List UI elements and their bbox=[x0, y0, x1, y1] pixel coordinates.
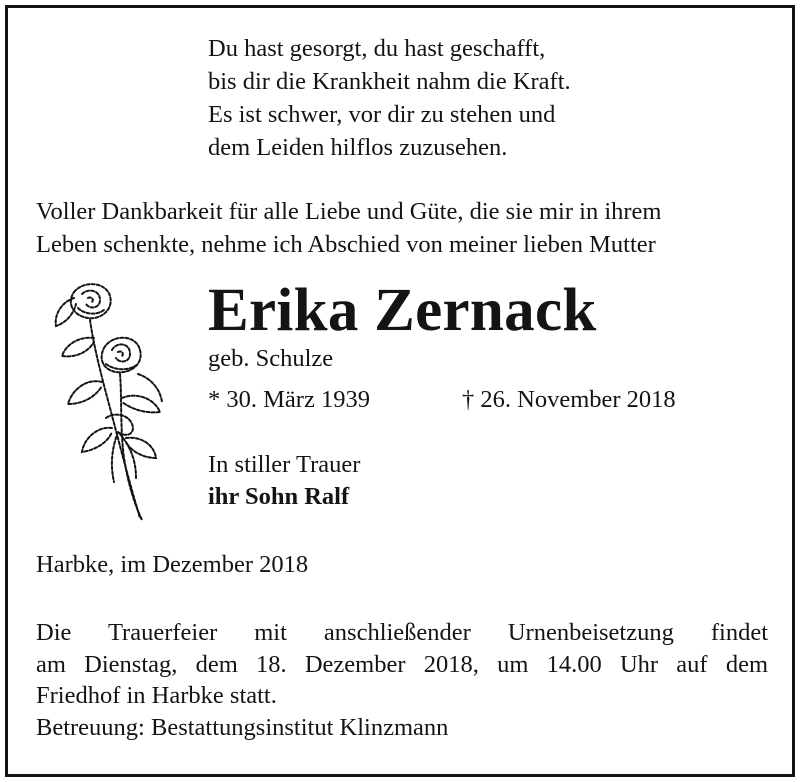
poem-line: Du hast gesorgt, du hast geschafft, bbox=[208, 35, 546, 62]
intro-line: Leben schenkte, nehme ich Abschied von meiner lieben Mutter bbox=[36, 231, 656, 258]
intro-line: Voller Dankbarkeit für alle Liebe und Güte, die sie mir in ihrem bbox=[36, 198, 662, 225]
memorial-poem bbox=[208, 32, 571, 164]
birth-name: geb. Schulze bbox=[208, 345, 334, 372]
poem-line: Es ist schwer, vor dir zu stehen und bbox=[208, 101, 556, 128]
intro-text bbox=[36, 195, 661, 261]
roses-icon bbox=[44, 278, 174, 526]
mourning-line: In stiller Trauer bbox=[208, 451, 361, 478]
ceremony-line: Die Trauerfeier mit anschließender Urnenbeisetzung findet bbox=[36, 619, 768, 646]
poem-line: bis dir die Krankheit nahm die Kraft. bbox=[208, 68, 571, 95]
funeral-home: Betreuung: Bestattungsinstitut Klinzmann bbox=[36, 713, 449, 741]
ceremony-line: Friedhof in Harbke statt. bbox=[36, 682, 277, 709]
poem-line: dem Leiden hilflos zuzusehen. bbox=[208, 134, 508, 161]
ceremony-line: am Dienstag, dem 18. Dezember 2018, um 14.00 Uhr auf dem bbox=[36, 650, 768, 678]
mourner-name: ihr Sohn Ralf bbox=[208, 483, 350, 510]
death-date: † 26. November 2018 bbox=[462, 386, 676, 413]
ceremony-info bbox=[36, 617, 768, 743]
place-date: Harbke, im Dezember 2018 bbox=[36, 551, 309, 578]
birth-date: * 30. März 1939 bbox=[208, 386, 370, 413]
deceased-name: Erika Zernack bbox=[208, 277, 597, 344]
